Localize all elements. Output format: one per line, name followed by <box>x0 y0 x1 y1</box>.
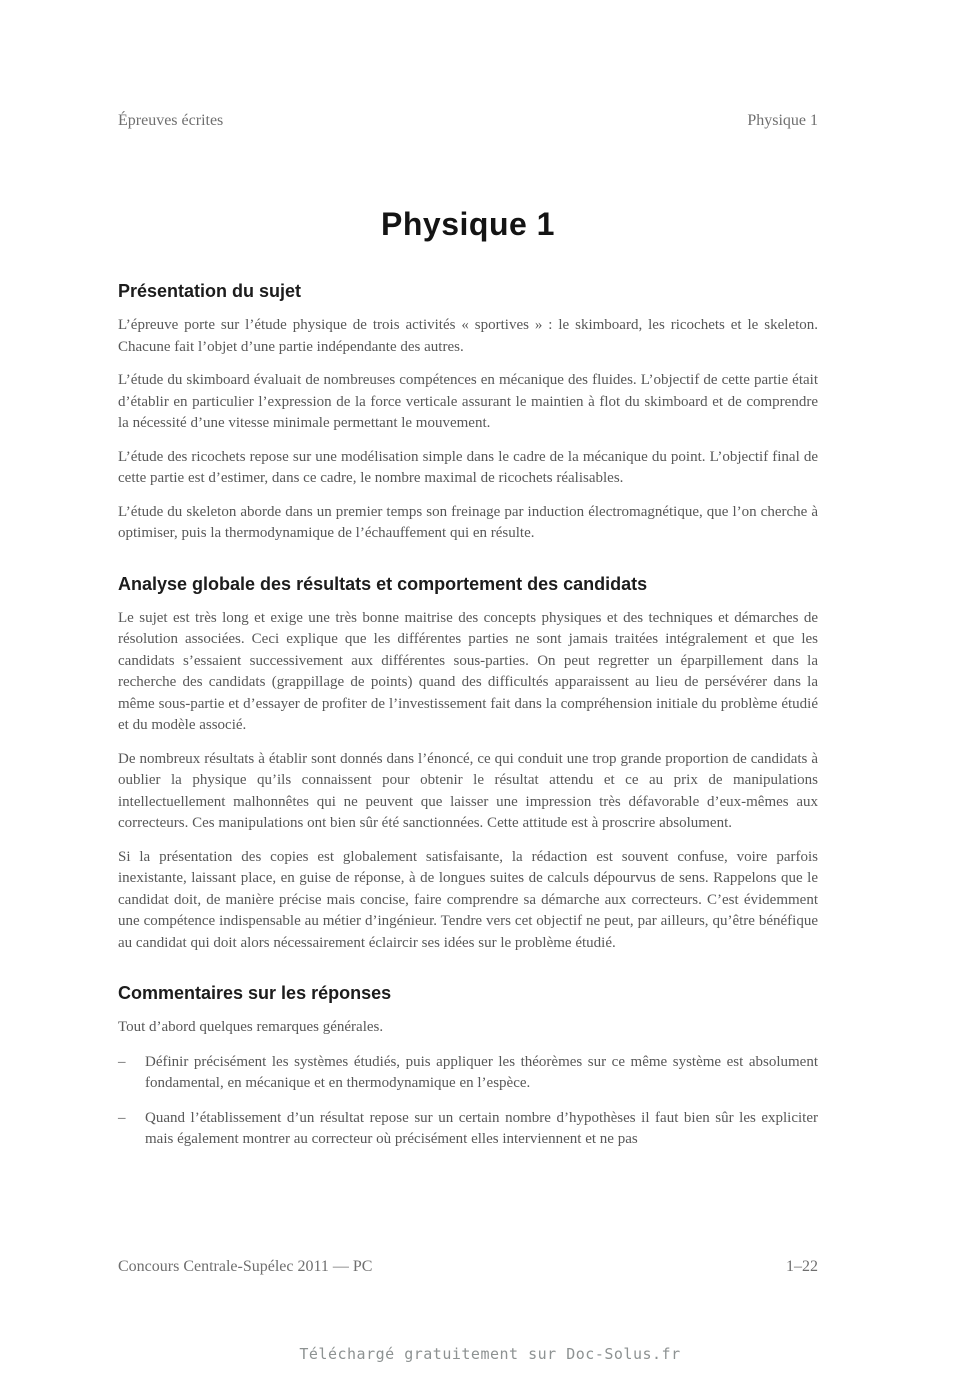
watermark-text: Téléchargé gratuitement sur Doc-Solus.fr <box>299 1345 681 1363</box>
document-body <box>118 281 818 1151</box>
paragraph: Le sujet est très long et exige une très bonne maitrise des concepts physiques et des techniques et démarches de résolution associées. Ceci explique que les différentes parties ne sont jamais traitées intégralement et que les candidats s’essaient successivement aux différentes sous-parties. On peut regretter un éparpillement dans la recherche des candidats (grappillage de points) quand des difficultés apparaissent au lieu de persévérer dans la même sous-partie et d’essayer de profiter de l’investissement fait dans la compréhension initiale du problème étudié et du modèle associé. <box>118 609 818 733</box>
list-item <box>118 1108 818 1151</box>
header-right-text: Physique 1 <box>747 112 818 129</box>
section-heading-commentaires: Commentaires sur les réponses <box>118 983 392 1003</box>
section-heading-presentation-du-sujet: Présentation du sujet <box>118 281 302 301</box>
paragraph: Si la présentation des copies est globalement satisfaisante, la rédaction est souvent confuse, voire parfois inexistante, laissant place, en guise de réponse, à de longues suites de calculs dépourvus de sens. Rappelons que le candidat doit, de manière précise mais concise, faire comprendre sa démarche aux correcteurs. C’est évidemment une compétence indispensable au métier d’ingénieur. Tendre vers cet objectif ne peut, par ailleurs, qu’être bénéfique au candidat qui doit alors nécessairement éclaircir ses idées sur le problème étudié. <box>118 848 818 951</box>
paragraph: L’étude du skeleton aborde dans un premier temps son freinage par induction électromagnétique, que l’on cherche à optimiser, puis la thermodynamique de l’échauffement qui en résulte. <box>118 503 818 541</box>
paragraph: L’épreuve porte sur l’étude physique de trois activités « sportives » : le skimboard, les ricochets et le skeleton. Chacune fait l’objet d’une partie indépendante des autres. <box>118 317 818 355</box>
footer-page-number: 1–22 <box>786 1258 818 1275</box>
paragraph: De nombreux résultats à établir sont donnés dans l’énoncé, ce qui conduit une trop grande proportion de candidats à oublier la physique qu’ils connaissent pour obtenir le résultat attendu et ce au prix de manipulations intellectuellement malhonnêtes qui ne peuvent que laisser une impression très défavorable d’eux-mêmes aux correcteurs. Ces manipulations ont bien sûr été sanctionnées. Cette attitude est à proscrire absolument. <box>118 750 818 831</box>
running-footer <box>118 1258 818 1276</box>
list-item-text: Quand l’établissement d’un résultat repose sur un certain nombre d’hypothèses il faut bien sûr les expliciter mais également montrer au correcteur où précisément elles interviennent et ne pas <box>145 1109 818 1147</box>
document-title: Physique 1 <box>381 206 555 242</box>
paragraph: L’étude du skimboard évaluait de nombreuses compétences en mécanique des fluides. L’objectif de cette partie était d’établir en particulier l’expression de la force verticale assurant le maintien à flot du skimboard et de comprendre la nécessité d’une vitesse minimale permettant le mouvement. <box>118 372 818 431</box>
section-heading-analyse-globale: Analyse globale des résultats et comportement des candidats <box>118 573 648 594</box>
footer-left-text: Concours Centrale-Supélec 2011 — PC <box>118 1258 373 1275</box>
dash-marker: – <box>118 1109 126 1126</box>
list-item <box>118 1052 818 1095</box>
list-item-text: Définir précisément les systèmes étudiés, puis appliquer les théorèmes sur ce même système est absolument fondamental, en mécanique et en thermodynamique en l’espèce. <box>145 1053 818 1091</box>
dash-marker: – <box>118 1053 126 1070</box>
bullet-list <box>118 1052 818 1151</box>
header-left-text: Épreuves écrites <box>118 112 224 129</box>
paragraph: Tout d’abord quelques remarques générales. <box>118 1019 384 1035</box>
running-header <box>118 112 818 130</box>
paragraph: L’étude des ricochets repose sur une modélisation simple dans le cadre de la mécanique du point. L’objectif final de cette partie est d’estimer, dans ce cadre, le nombre maximal de ricochets réalisables. <box>118 448 818 486</box>
